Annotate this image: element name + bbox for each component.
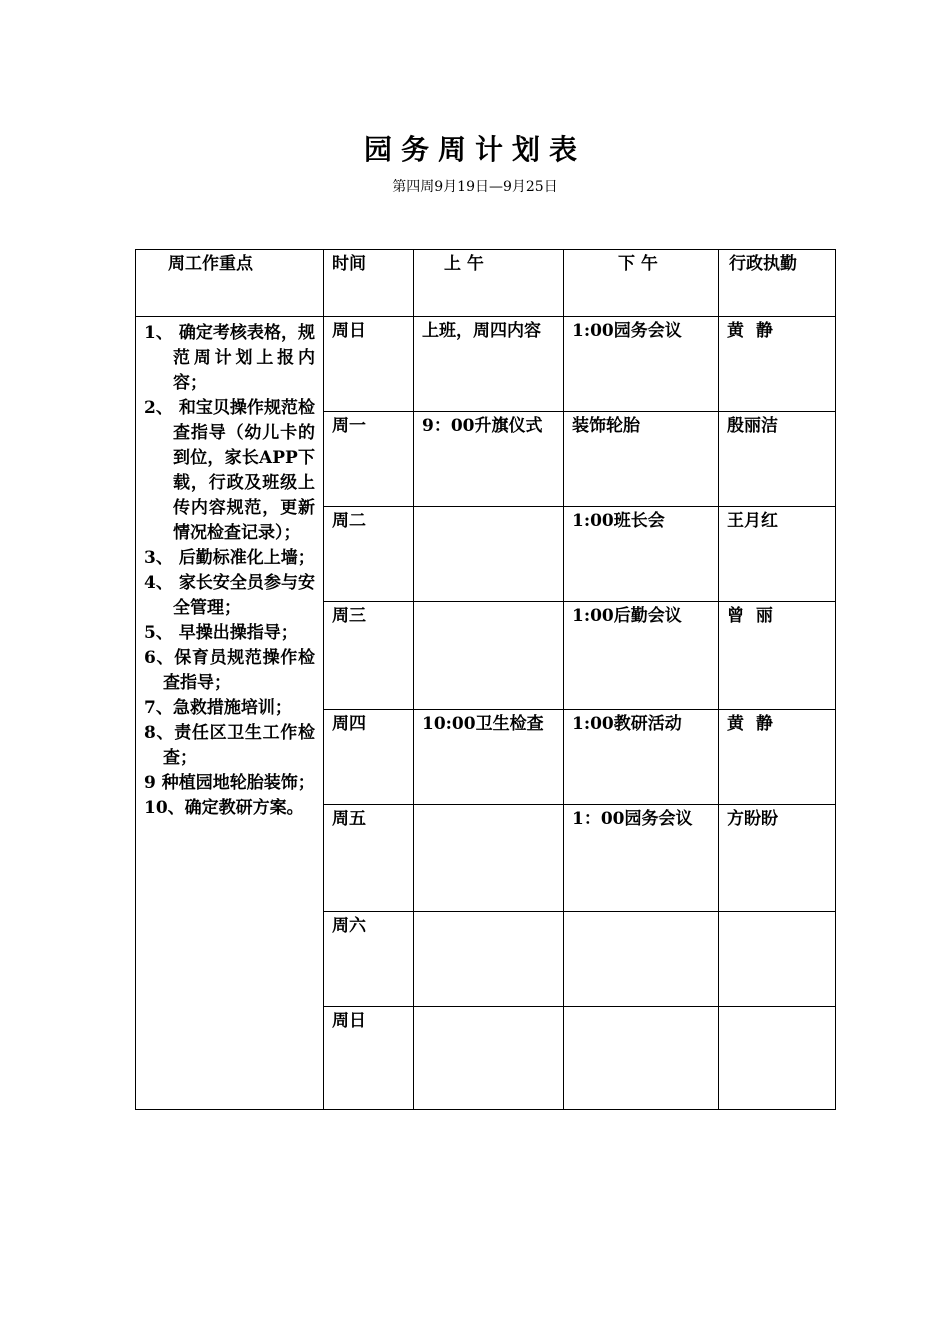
focus-item: 6、保育员规范操作检查指导；	[144, 648, 315, 693]
duty-text: 王月红	[727, 511, 778, 531]
afternoon-cell	[564, 507, 719, 602]
header-morning: 上 午	[444, 254, 484, 274]
morning-text	[414, 507, 563, 509]
duty-text	[719, 1007, 835, 1009]
duty-text: 方盼盼	[727, 809, 778, 829]
header-morning-cell	[414, 250, 564, 317]
focus-list	[136, 317, 323, 821]
table-row	[136, 317, 836, 412]
day-label: 周二	[332, 511, 366, 531]
duty-text: 殷丽洁	[727, 416, 778, 436]
focus-cell	[136, 317, 324, 1110]
morning-text: 10:00卫生检查	[422, 714, 544, 734]
morning-text: 9：00升旗仪式	[422, 416, 543, 436]
morning-cell	[414, 710, 564, 805]
header-focus-cell	[136, 250, 324, 317]
day-cell	[324, 317, 414, 412]
focus-item: 9 种植园地轮胎装饰；	[144, 773, 315, 793]
focus-item: 8、责任区卫生工作检查；	[144, 723, 315, 768]
afternoon-cell	[564, 602, 719, 710]
morning-cell	[414, 507, 564, 602]
morning-cell	[414, 412, 564, 507]
duty-cell	[719, 805, 836, 912]
duty-cell	[719, 507, 836, 602]
afternoon-text: 1:00后勤会议	[572, 606, 682, 626]
header-time-cell	[324, 250, 414, 317]
morning-text: 上班，周四内容	[422, 321, 541, 341]
duty-cell	[719, 602, 836, 710]
focus-item: 5、 早操出操指导；	[144, 623, 298, 643]
morning-cell	[414, 912, 564, 1007]
afternoon-text: 1：00园务会议	[572, 809, 693, 829]
afternoon-cell	[564, 912, 719, 1007]
day-label: 周五	[332, 809, 366, 829]
document-title: 园务周计划表	[363, 133, 586, 166]
duty-cell	[719, 1007, 836, 1110]
header-duty-cell	[719, 250, 836, 317]
morning-text	[414, 1007, 563, 1009]
day-cell	[324, 412, 414, 507]
focus-item: 3、 后勤标准化上墙；	[144, 548, 315, 568]
morning-text	[414, 805, 563, 807]
document-subtitle: 第四周9月19日—9月25日	[392, 179, 558, 195]
header-focus: 周工作重点	[168, 254, 253, 274]
day-cell	[324, 805, 414, 912]
day-cell	[324, 912, 414, 1007]
afternoon-text: 1:00教研活动	[572, 714, 682, 734]
day-label: 周四	[332, 714, 366, 734]
weekly-plan-table	[135, 249, 836, 1110]
day-cell	[324, 602, 414, 710]
focus-item: 1、 确定考核表格，规范周计划上报内容；	[144, 323, 315, 393]
header-time: 时间	[332, 254, 366, 274]
afternoon-text: 1:00园务会议	[572, 321, 682, 341]
day-label: 周日	[332, 1011, 366, 1031]
focus-item: 4、 家长安全员参与安全管理；	[144, 573, 315, 618]
day-label: 周日	[332, 321, 366, 341]
day-cell	[324, 710, 414, 805]
duty-text: 曾 丽	[727, 606, 773, 626]
afternoon-text	[564, 1007, 718, 1009]
afternoon-cell	[564, 1007, 719, 1110]
morning-cell	[414, 1007, 564, 1110]
morning-cell	[414, 602, 564, 710]
table-header-row	[136, 250, 836, 317]
duty-text	[719, 912, 835, 914]
morning-text	[414, 602, 563, 604]
afternoon-cell	[564, 805, 719, 912]
focus-item: 10、确定教研方案。	[144, 798, 304, 818]
afternoon-text	[564, 912, 718, 914]
duty-text: 黄 静	[727, 321, 773, 341]
afternoon-cell	[564, 710, 719, 805]
day-label: 周六	[332, 916, 366, 936]
header-afternoon-cell	[564, 250, 719, 317]
morning-text	[414, 912, 563, 914]
duty-cell	[719, 912, 836, 1007]
focus-item: 2、 和宝贝操作规范检查指导（幼儿卡的到位，家长APP下载，行政及班级上传内容规范，更新情况检查记录）；	[144, 398, 315, 543]
day-cell	[324, 507, 414, 602]
afternoon-text: 装饰轮胎	[572, 416, 640, 436]
day-label: 周三	[332, 606, 366, 626]
header-duty: 行政执勤	[729, 254, 797, 274]
focus-item: 7、急救措施培训；	[144, 698, 292, 718]
afternoon-cell	[564, 412, 719, 507]
afternoon-cell	[564, 317, 719, 412]
morning-cell	[414, 805, 564, 912]
day-label: 周一	[332, 416, 366, 436]
duty-cell	[719, 317, 836, 412]
duty-cell	[719, 710, 836, 805]
day-cell	[324, 1007, 414, 1110]
morning-cell	[414, 317, 564, 412]
header-afternoon: 下 午	[618, 254, 658, 274]
duty-cell	[719, 412, 836, 507]
duty-text: 黄 静	[727, 714, 773, 734]
afternoon-text: 1:00班长会	[572, 511, 665, 531]
